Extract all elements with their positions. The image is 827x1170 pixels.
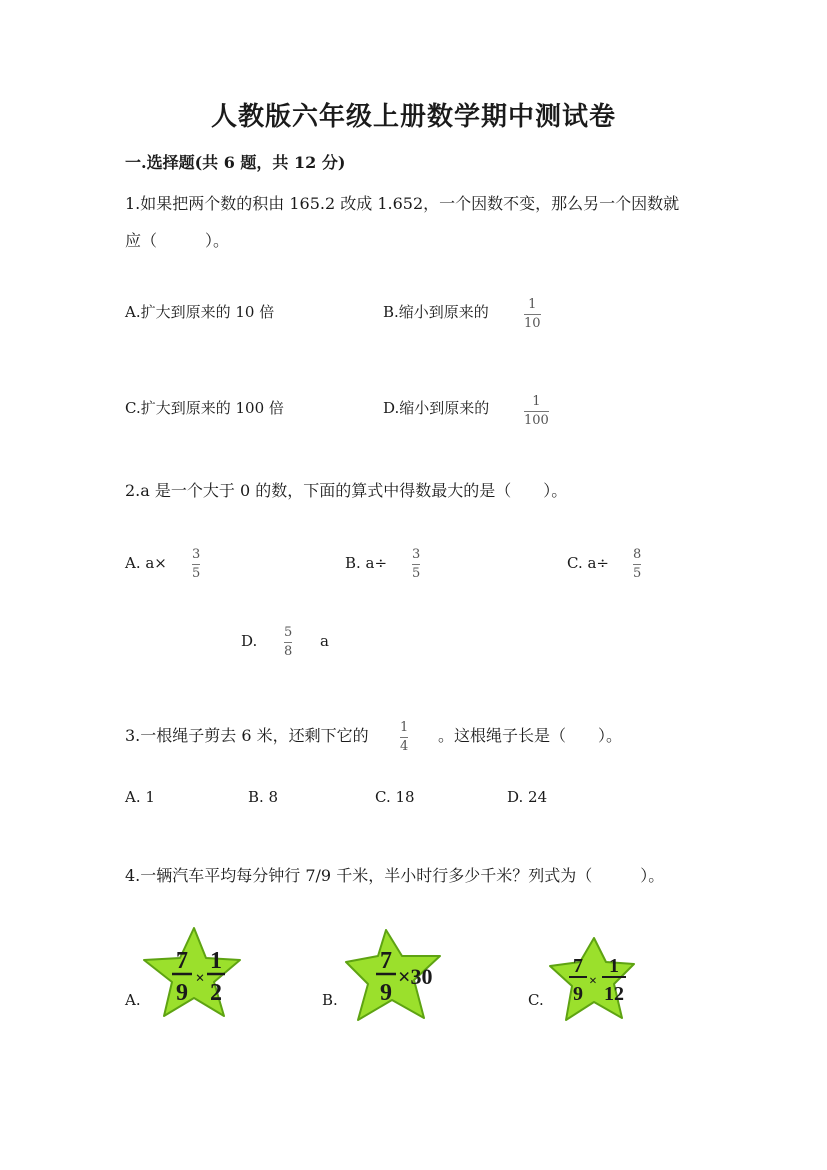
fraction-denominator: 4 — [400, 739, 409, 754]
star-a-den1: 9 — [176, 980, 188, 1006]
fraction-numerator: 3 — [192, 547, 201, 562]
fraction-bar — [412, 564, 420, 565]
fraction-denominator: 5 — [412, 566, 421, 581]
star-c-den1: 9 — [573, 983, 583, 1005]
star-b-num1: 7 — [380, 948, 392, 974]
star-c-icon[interactable] — [548, 934, 638, 1026]
fraction-bar — [284, 642, 292, 643]
fraction-numerator: 3 — [412, 547, 421, 562]
q3-option-c[interactable]: C. 18 — [375, 788, 415, 806]
question-3-stem-start: 3.一根绳子剪去 6 米，还剩下它的 — [125, 726, 369, 745]
q2-option-a-fraction — [192, 548, 200, 581]
star-a-num1: 7 — [176, 948, 188, 974]
q2-option-d-variable: a — [320, 632, 329, 650]
fraction-bar — [524, 314, 541, 315]
q2-option-b[interactable]: B. a÷ — [345, 554, 388, 572]
star-a-den2: 2 — [210, 980, 222, 1006]
q4-option-a[interactable]: A. — [125, 991, 141, 1009]
q1-option-c[interactable]: C.扩大到原来的 100 倍 — [125, 399, 284, 417]
q2-option-d[interactable]: D. — [241, 632, 258, 650]
q3-option-d[interactable]: D. 24 — [507, 788, 548, 806]
q2-option-c[interactable]: C. a÷ — [567, 554, 609, 572]
fraction-numerator: 1 — [528, 297, 537, 312]
q1-option-a[interactable]: A.扩大到原来的 10 倍 — [125, 303, 275, 321]
star-b-op: ×30 — [398, 964, 433, 989]
fraction-denominator: 8 — [284, 644, 293, 659]
star-c-den2: 12 — [604, 983, 624, 1005]
fraction-denominator: 5 — [633, 566, 642, 581]
question-3-fraction — [400, 721, 408, 754]
question-3-stem-end: 。这根绳子长是（ ）。 — [438, 726, 623, 745]
star-c-num1: 7 — [573, 955, 583, 977]
q1-option-b[interactable]: B.缩小到原来的 — [383, 303, 489, 321]
q2-option-a[interactable]: A. a× — [125, 554, 167, 572]
question-4-stem: 4.一辆汽车平均每分钟行 7/9 千米，半小时行多少千米？列式为（ ）。 — [125, 866, 665, 885]
question-1-stem: 1.如果把两个数的积由 165.2 改成 1.652，一个因数不变，那么另一个因数就 — [125, 194, 680, 213]
fraction-denominator: 10 — [524, 316, 541, 331]
q2-option-b-fraction — [412, 548, 420, 581]
star-a-num2: 1 — [210, 948, 222, 974]
question-2-stem: 2.a 是一个大于 0 的数，下面的算式中得数最大的是（ ）。 — [125, 481, 568, 500]
q1-option-d[interactable]: D.缩小到原来的 — [383, 399, 490, 417]
fraction-numerator: 5 — [284, 625, 293, 640]
section-heading: 一.选择题(共 6 题，共 12 分) — [125, 153, 346, 172]
q1-option-b-fraction — [524, 298, 541, 331]
fraction-denominator: 5 — [192, 566, 201, 581]
star-b-den1: 9 — [380, 980, 392, 1006]
star-c-num2: 1 — [609, 955, 619, 977]
fraction-bar — [192, 564, 200, 565]
fraction-bar — [400, 737, 408, 738]
q3-option-b[interactable]: B. 8 — [248, 788, 279, 806]
star-c-op: × — [589, 974, 597, 989]
fraction-bar — [524, 411, 549, 412]
q4-option-b[interactable]: B. — [322, 991, 338, 1009]
q4-option-c[interactable]: C. — [528, 991, 544, 1009]
star-b-icon[interactable] — [344, 926, 444, 1026]
fraction-denominator: 100 — [524, 413, 549, 428]
fraction-numerator: 1 — [532, 394, 541, 409]
question-1-stem-cont: 应（ ）。 — [125, 231, 230, 250]
fraction-numerator: 8 — [633, 547, 642, 562]
q1-option-d-fraction — [524, 395, 549, 428]
q2-option-c-fraction — [633, 548, 641, 581]
star-a-op: × — [195, 970, 205, 987]
q2-option-d-fraction — [284, 626, 292, 659]
fraction-bar — [633, 564, 641, 565]
q3-option-a[interactable]: A. 1 — [125, 788, 155, 806]
page-title: 人教版六年级上册数学期中测试卷 — [210, 102, 616, 132]
fraction-numerator: 1 — [400, 720, 409, 735]
star-a-icon[interactable] — [140, 924, 244, 1022]
